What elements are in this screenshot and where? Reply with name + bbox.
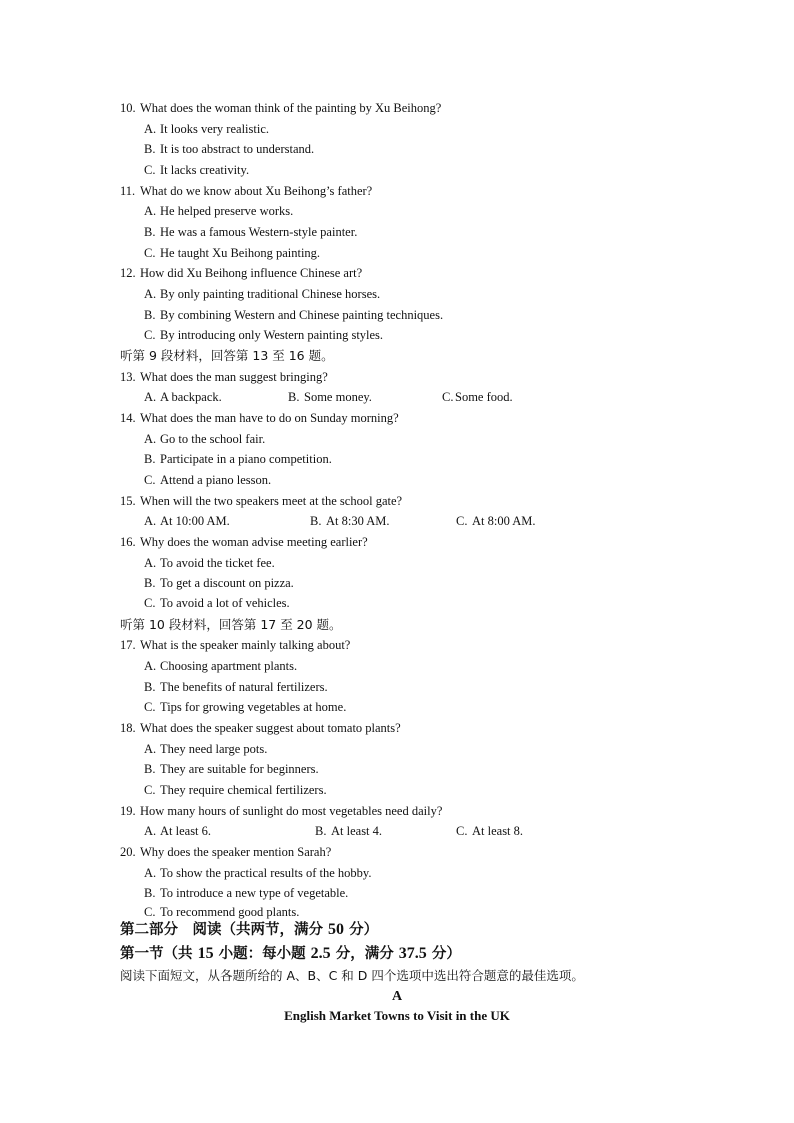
option-text: By combining Western and Chinese painting techniques. (160, 308, 444, 322)
question-number: 11. (120, 184, 136, 198)
option-text: At 8:30 AM. (326, 514, 390, 528)
option-20-a (144, 865, 371, 881)
option-text: A backpack. (160, 390, 222, 404)
option-text: They require chemical fertilizers. (160, 783, 327, 797)
question-text: What does the woman think of the painting by Xu Beihong? (140, 101, 442, 115)
option-text: It is too abstract to understand. (160, 142, 315, 156)
option-text: It lacks creativity. (160, 163, 250, 177)
option-text: At least 4. (331, 824, 383, 838)
question-text: How did Xu Beihong influence Chinese art? (140, 266, 363, 280)
question-text: How many hours of sunlight do most vegetables need daily? (140, 804, 443, 818)
passage-label: A (391, 989, 403, 1004)
option-12-a (144, 286, 380, 302)
section-1-each-label: 小题：每小题 (213, 946, 311, 962)
question-text: What does the man suggest bringing? (140, 370, 328, 384)
option-11-b (144, 224, 357, 240)
option-10-b (144, 141, 314, 157)
option-letter: B. (144, 576, 156, 590)
option-letter: A. (144, 122, 157, 136)
option-text: They need large pots. (160, 742, 268, 756)
section-1-heading (120, 944, 461, 964)
option-20-c (144, 904, 299, 920)
question-18 (120, 720, 401, 736)
section-1-suffix: 分） (426, 946, 461, 962)
segment-10-instruction: 听第 10 段材料，回答第 17 至 20 题。 (120, 617, 342, 632)
option-letter: C. (456, 824, 468, 838)
option-16-a (144, 555, 275, 571)
option-text: To avoid a lot of vehicles. (160, 596, 290, 610)
question-text: What is the speaker mainly talking about? (140, 638, 351, 652)
option-text: By only painting traditional Chinese horses. (160, 287, 381, 301)
option-letter: A. (144, 866, 157, 880)
option-letter: A. (144, 742, 157, 756)
option-17-a (144, 658, 297, 674)
option-text: Tips for growing vegetables at home. (160, 700, 347, 714)
option-text: To show the practical results of the hobby. (160, 866, 372, 880)
section-1-title: 第一节（共 (120, 946, 198, 962)
option-12-c (144, 327, 383, 343)
option-text: Go to the school fair. (160, 432, 266, 446)
section-1-total-score: 37.5 (398, 945, 427, 962)
option-text: He was a famous Western-style painter. (160, 225, 358, 239)
question-text: Why does the woman advise meeting earlier? (140, 535, 368, 549)
option-text: Some food. (455, 390, 513, 404)
question-number: 20. (120, 845, 136, 859)
question-12 (120, 265, 362, 281)
option-text: To get a discount on pizza. (160, 576, 294, 590)
question-text: What do we know about Xu Beihong’s father? (140, 184, 373, 198)
option-14-a (144, 431, 265, 447)
question-number: 19. (120, 804, 136, 818)
option-12-b (144, 307, 443, 323)
option-letter: C. (456, 514, 468, 528)
question-19 (120, 803, 442, 819)
option-17-b (144, 679, 328, 695)
option-13-b (288, 389, 372, 405)
option-letter: C. (144, 246, 156, 260)
option-text: At 10:00 AM. (160, 514, 230, 528)
option-text: At 8:00 AM. (472, 514, 536, 528)
section-1-total-label: 分，满分 (330, 946, 399, 962)
option-text: At least 6. (160, 824, 212, 838)
option-19-c (456, 823, 523, 839)
option-text: Participate in a piano competition. (160, 452, 332, 466)
part-2-title-suffix: 分） (344, 922, 379, 938)
option-letter: B. (144, 762, 156, 776)
option-letter: A. (144, 659, 157, 673)
option-13-a (144, 389, 222, 405)
option-11-c (144, 245, 320, 261)
question-number: 14. (120, 411, 136, 425)
option-text: To avoid the ticket fee. (160, 556, 275, 570)
passage-title: English Market Towns to Visit in the UK (284, 1008, 510, 1023)
option-letter: B. (315, 824, 327, 838)
option-text: Attend a piano lesson. (160, 473, 272, 487)
question-13 (120, 369, 328, 385)
question-number: 10. (120, 101, 136, 115)
option-text: Some money. (304, 390, 372, 404)
section-1-count: 15 (197, 945, 214, 962)
option-letter: C. (144, 783, 156, 797)
option-letter: B. (144, 142, 156, 156)
question-10 (120, 100, 441, 116)
option-letter: A. (144, 556, 157, 570)
question-17 (120, 637, 350, 653)
option-letter: C. (144, 163, 156, 177)
option-letter: A. (144, 390, 157, 404)
option-text: By introducing only Western painting styles. (160, 328, 384, 342)
question-number: 12. (120, 266, 136, 280)
reading-directions: 阅读下面短文，从各题所给的 A、B、C 和 D 四个选项中选出符合题意的最佳选项。 (120, 968, 584, 983)
option-13-c (442, 389, 513, 405)
question-number: 16. (120, 535, 136, 549)
option-letter: B. (144, 886, 156, 900)
option-text: He helped preserve works. (160, 204, 294, 218)
option-text: Choosing apartment plants. (160, 659, 298, 673)
option-text: To introduce a new type of vegetable. (160, 886, 349, 900)
part-2-score: 50 (328, 921, 345, 938)
option-letter: C. (144, 905, 156, 919)
option-15-b (310, 513, 390, 529)
option-letter: C. (144, 700, 156, 714)
option-letter: B. (310, 514, 322, 528)
question-14 (120, 410, 399, 426)
option-text: The benefits of natural fertilizers. (160, 680, 328, 694)
question-16 (120, 534, 368, 550)
option-letter: C. (442, 390, 454, 404)
option-text: To recommend good plants. (160, 905, 300, 919)
option-18-a (144, 741, 267, 757)
option-letter: C. (144, 596, 156, 610)
option-18-b (144, 761, 319, 777)
option-letter: A. (144, 824, 157, 838)
question-number: 17. (120, 638, 136, 652)
option-letter: B. (288, 390, 300, 404)
question-number: 15. (120, 494, 136, 508)
option-14-b (144, 451, 332, 467)
question-11 (120, 183, 372, 199)
option-letter: B. (144, 225, 156, 239)
option-letter: B. (144, 452, 156, 466)
option-15-a (144, 513, 230, 529)
question-20 (120, 844, 331, 860)
option-letter: A. (144, 514, 157, 528)
question-15 (120, 493, 402, 509)
option-15-c (456, 513, 536, 529)
option-10-c (144, 162, 249, 178)
option-10-a (144, 121, 269, 137)
option-text: He taught Xu Beihong painting. (160, 246, 321, 260)
option-19-a (144, 823, 211, 839)
part-2-title: 第二部分 阅读（共两节，满分 (120, 922, 329, 938)
option-18-c (144, 782, 327, 798)
option-letter: B. (144, 308, 156, 322)
option-17-c (144, 699, 346, 715)
option-text: They are suitable for beginners. (160, 762, 319, 776)
option-letter: A. (144, 432, 157, 446)
option-letter: A. (144, 204, 157, 218)
part-2-heading (120, 920, 378, 940)
option-16-b (144, 575, 294, 591)
option-letter: C. (144, 328, 156, 342)
question-text: What does the man have to do on Sunday morning? (140, 411, 399, 425)
question-text: When will the two speakers meet at the school gate? (140, 494, 403, 508)
option-16-c (144, 595, 290, 611)
question-number: 13. (120, 370, 136, 384)
question-text: What does the speaker suggest about tomato plants? (140, 721, 401, 735)
option-text: At least 8. (472, 824, 524, 838)
option-letter: B. (144, 680, 156, 694)
option-19-b (315, 823, 382, 839)
option-14-c (144, 472, 271, 488)
option-20-b (144, 885, 348, 901)
option-letter: C. (144, 473, 156, 487)
option-text: It looks very realistic. (160, 122, 269, 136)
section-1-each-score: 2.5 (310, 945, 331, 962)
option-11-a (144, 203, 293, 219)
option-letter: A. (144, 287, 157, 301)
question-number: 18. (120, 721, 136, 735)
segment-9-instruction: 听第 9 段材料，回答第 13 至 16 题。 (120, 348, 334, 363)
question-text: Why does the speaker mention Sarah? (140, 845, 332, 859)
